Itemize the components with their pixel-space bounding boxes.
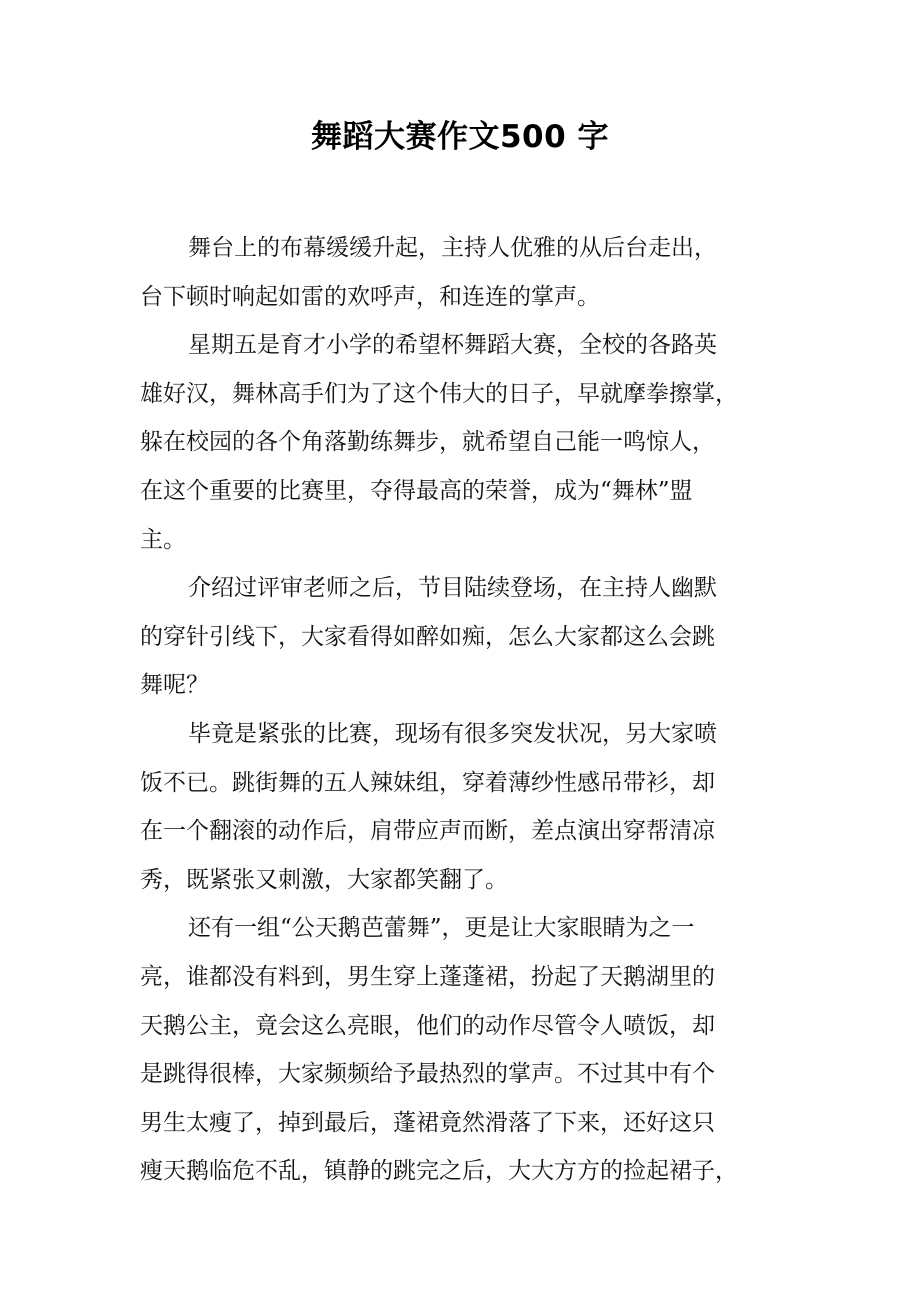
text-line: 台下顿时响起如雷的欢呼声，和连连的掌声。 <box>140 283 600 310</box>
text-line: 星期五是育才小学的希望杯舞蹈大赛，全校的各路英 <box>188 332 717 359</box>
text-line: 秀，既紧张又刺激，大家都笑翻了。 <box>140 866 508 893</box>
text-line: 舞台上的布幕缓缓升起，主持人优雅的从后台走出， <box>188 235 717 261</box>
text-line: 在一个翻滚的动作后，肩带应声而断，差点演出穿帮清凉 <box>140 818 715 845</box>
text-line: 瘦天鹅临危不乱，镇静的跳完之后，大大方方的捡起裙子， <box>140 1158 738 1185</box>
text-line: 主。 <box>140 526 186 553</box>
paragraph-4 <box>140 710 780 904</box>
paragraph-5 <box>140 904 780 1196</box>
text-line: 饭不已。跳街舞的五人辣妹组，穿着薄纱性感吊带衫，却 <box>140 769 715 796</box>
text-line: 舞呢？ <box>140 672 209 699</box>
text-line: 还有一组“公天鹅芭蕾舞”，更是让大家眼睛为之一 <box>188 915 695 942</box>
paragraph-1 <box>140 224 780 321</box>
document-title: 舞蹈大赛作文500 字 <box>310 119 609 155</box>
text-line: 介绍过评审老师之后，节目陆续登场，在主持人幽默 <box>188 575 717 602</box>
document-body <box>140 224 780 1196</box>
text-line: 毕竟是紧张的比赛，现场有很多突发状况，另大家喷 <box>188 720 717 747</box>
text-line: 亮，谁都没有料到，男生穿上蓬蓬裙，扮起了天鹅湖里的 <box>140 963 715 990</box>
text-line: 在这个重要的比赛里，夺得最高的荣誉，成为“舞林”盟 <box>140 477 693 504</box>
text-line: 的穿针引线下，大家看得如醉如痴，怎么大家都这么会跳 <box>140 623 715 650</box>
text-line: 躲在校园的各个角落勤练舞步，就希望自己能一鸣惊人， <box>140 429 715 456</box>
paragraph-3 <box>140 564 780 710</box>
paragraph-2 <box>140 321 780 564</box>
text-line: 雄好汉，舞林高手们为了这个伟大的日子，早就摩拳擦掌， <box>140 380 738 407</box>
text-line: 是跳得很棒，大家频频给予最热烈的掌声。不过其中有个 <box>140 1061 715 1088</box>
text-line: 男生太瘦了，掉到最后，蓬裙竟然滑落了下来，还好这只 <box>140 1109 715 1136</box>
text-line: 天鹅公主，竟会这么亮眼，他们的动作尽管令人喷饭，却 <box>140 1012 715 1039</box>
